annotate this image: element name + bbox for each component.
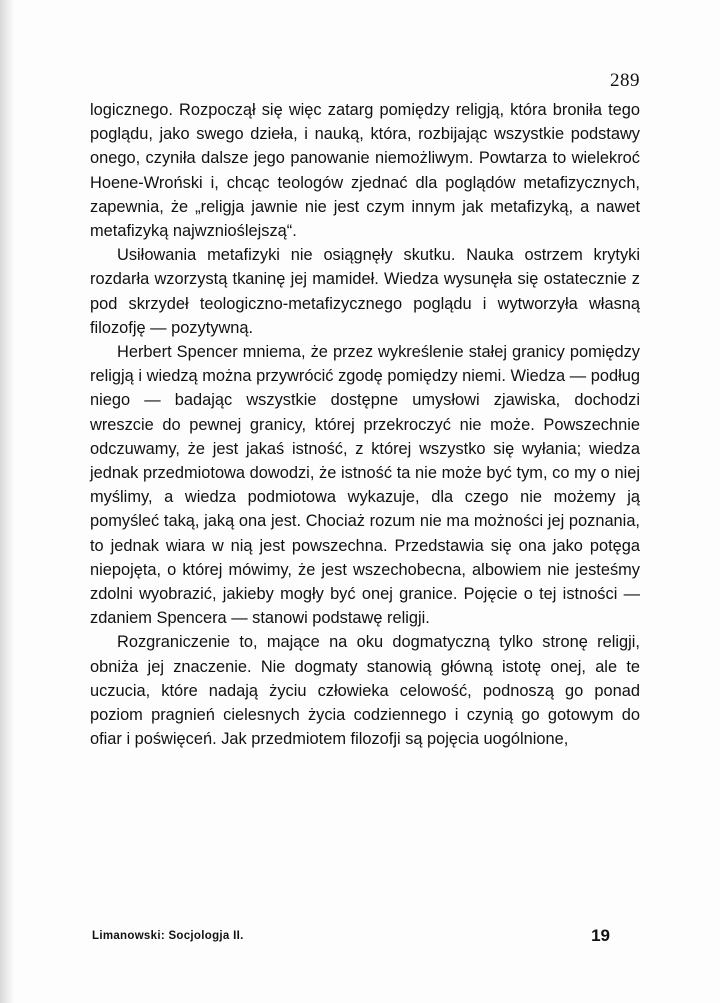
body-text xyxy=(90,98,640,751)
paragraph-2: Usiłowania metafizyki nie osiągnęły skutku. Nauka ostrzem krytyki rozdarła wzorzystą tkaninę jej mamideł. Wiedza wysunęła się ostatecznie z pod skrzydeł teologiczno-metafizycznego poglądu i wytworzyła własną filozofję — pozytywną. xyxy=(90,246,640,337)
paragraph-4: Rozgraniczenie to, mające na oku dogmatyczną tylko stronę religji, obniża jej znaczenie. Nie dogmaty stanowią główną istotę onej, ale te uczucia, które nadają życiu człowieka celowość, podnoszą go ponad poziom pragnień cielesnych życia codziennego i czynią go gotowym do ofiar i poświęceń. Jak przedmiotem filozofji są pojęcia uogólnione, xyxy=(90,633,640,749)
printer-signature: Limanowski: Socjologja II. xyxy=(92,930,244,942)
sheet-number: 19 xyxy=(591,926,610,945)
paragraph-1: logicznego. Rozpoczął się więc zatarg pomiędzy religją, która broniła tego poglądu, jako swego dzieła, i nauką, która, rozbijając wszystkie podstawy onego, czyniła dalsze jego panowanie niemożliwym. Powtarza to wielekroć Hoene-Wroński i, chcąc teologów zjednać dla poglądów metafizycznych, zapewnia, że „religja jawnie nie jest czym innym jak metafizyką, a nawet metafizyką najwznioślejszą“. xyxy=(90,101,640,241)
binding-shadow xyxy=(0,0,14,1003)
paragraph-3: Herbert Spencer mniema, że przez wykreślenie stałej granicy pomiędzy religją i wiedzą można przywrócić zgodę pomiędzy niemi. Wiedza — podług niego — badając wszystkie dostępne umysłowi zjawiska, dochodzi wreszcie do pewnej granicy, której przekroczyć nie może. Powszechnie odczuwamy, że jest jakaś istność, z której wszystko się wyłania; wiedza jednak przedmiotowa dowodzi, że istność ta nie może być tym, co my o niej myślimy, a wiedza podmiotowa wykazuje, dla czego nie możemy ją pomyśleć taką, jaką ona jest. Chociaż rozum nie ma możności jej poznania, to jednak wiara w nią jest powszechna. Przedstawia się ona jako potęga niepojęta, o której mówimy, że jest wszechobecna, albowiem nie jesteśmy zdolni wyobrazić, jakieby mogły być onej granice. Pojęcie o tej istności — zdaniem Spencera — stanowi podstawę religji. xyxy=(90,343,640,628)
page-number: 289 xyxy=(610,70,640,91)
